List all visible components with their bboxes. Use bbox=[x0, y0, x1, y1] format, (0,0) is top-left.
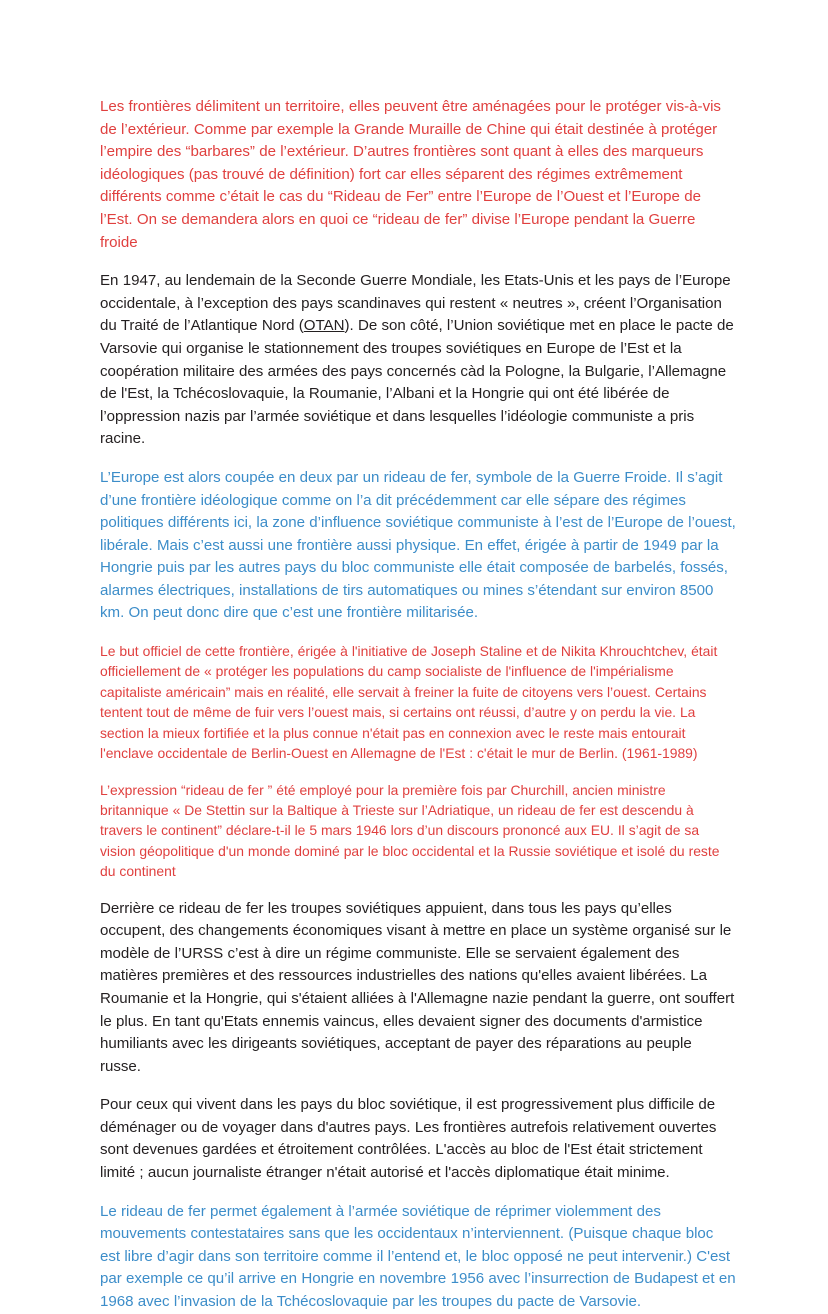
document-body bbox=[100, 96, 736, 1314]
paragraph-otan-text-before: En 1947, au lendemain de la Seconde Guerre Mondiale, les Etats-Unis et les pays de l’Europe occidentale, à l’exception des pays scandinaves qui restent « neutres », créent l’Organisation du Traité de l’Atlantique Nord ( bbox=[100, 272, 731, 335]
paragraph-europe-coupee: L’Europe est alors coupée en deux par un rideau de fer, symbole de la Guerre Froide. Il s’agit d’une frontière idéologique comme on l’a dit précédemment car elle sépare des régimes politiques différents ici, la zone d’influence soviétique communiste à l’est de l’Europe de l’ouest, libérale. Mais c’est aussi une frontière aussi physique. En effet, érigée à partir de 1949 par la Hongrie puis par les autres pays du bloc communiste elle était composée de barbelés, fossés, alarmes électriques, installations de tirs automatiques ou mines s’étendant sur environ 8500 km. On peut donc dire que c’est une frontière militarisée. bbox=[100, 468, 736, 622]
paragraph-otan-text-after: ). De son côté, l’Union soviétique met en place le pacte de Varsovie qui organise le stationnement des troupes soviétiques en Europe de l’Est et la coopération militaire des armées des pays concernés càd la Pologne, la Bulgarie, l’Allemagne de l'Est, la Tchécoslovaquie, la Roumanie, l’Albani et la Hongrie qui ont été libérée de l’oppression nazis par l’armée soviétique et dans lesquelles l’idéologie communiste a pris racine. bbox=[100, 317, 734, 448]
paragraph-but-officiel-mur-berlin: Le but officiel de cette frontière, érigée à l'initiative de Joseph Staline et de Nikita Khrouchtchev, était officiellement de « protéger les populations du camp socialiste de l'influence de l'impérialisme capitaliste américain” mais en réalité, elle servait à freiner la fuite de citoyens vers l’ouest. Certains tentent tout de même de fuir vers l’ouest mais, si certains ont réussi, d’autre y on perdu la vie. La section la mieux fortifiée et la plus connue n'était pas en connexion avec le reste mais entourait l'enclave occidentale de Berlin-Ouest en Allemagne de l'Est : c'était le mur de Berlin. (1961-1989) bbox=[100, 643, 718, 762]
paragraph-circulation-limitee: Pour ceux qui vivent dans les pays du bloc soviétique, il est progressivement plus difficile de déménager ou de voyager dans d'autres pays. Les frontières autrefois relativement ouvertes sont devenues gardées et étroitement contrôlées. L'accès au bloc de l'Est était strictement limité ; aucun journaliste étranger n'était autorisé et l'accès diplomatique était minime. bbox=[100, 1096, 717, 1182]
paragraph-otan-varsovie bbox=[100, 270, 736, 451]
paragraph-expression-churchill: L’expression “rideau de fer ” été employé pour la première fois par Churchill, ancien ministre britannique « De Stettin sur la Baltique à Trieste sur l’Adriatique, un rideau de fer est descendu à travers le continent” déclare-t-il le 5 mars 1946 lors d’un discours prononcé aux EU. Il s’agit de sa vision géopolitique d'un monde dominé par le bloc occidental et la Russie soviétique et isolé du reste du continent bbox=[100, 781, 720, 880]
paragraph-intro-frontieres: Les frontières délimitent un territoire, elles peuvent être aménagées pour le protéger vis-à-vis de l’extérieur. Comme par exemple la Grande Muraille de Chine qui était destinée à protéger l’empire des “barbares” de l’extérieur. D’autres frontières sont quant à elles des marqueurs idéologiques (pas trouvé de définition) fort car elles séparent des régimes extrêmement différents comme c’était le cas du “Rideau de Fer” entre l’Europe de l’Ouest et l’Europe de l’Est. On se demandera alors en quoi ce “rideau de fer” divise l’Europe pendant la Guerre froide bbox=[100, 98, 721, 251]
paragraph-repression-budapest-prague: Le rideau de fer permet également à l’armée soviétique de réprimer violemment des mouvements contestataires sans que les occidentaux n’interviennent. (Puisque chaque bloc est libre d’agir dans son territoire comme il l’entend et, le bloc opposé ne peut intervenir.) C'est par exemple ce qu’il arrive en Hongrie en novembre 1956 avec l’insurrection de Budapest et en 1968 avec l’invasion de la Tchécoslovaquie par les troupes du pacte de Varsovie. bbox=[100, 1202, 736, 1311]
otan-underlined-acronym: OTAN bbox=[303, 317, 345, 335]
paragraph-troupes-sovietiques: Derrière ce rideau de fer les troupes soviétiques appuient, dans tous les pays qu’elles occupent, des changements économiques visant à mettre en place un système organisé sur le modèle de l’URSS c’est à dire un régime communiste. Elle se servaient également des matières premières et des ressources industrielles des nations qu'elles avaient libérées. La Roumanie et la Hongrie, qui s'étaient alliées à l'Allemagne nazie pendant la guerre, ont souffert le plus. En tant qu'Etats ennemis vaincus, elles devaient signer des documents d'armistice humiliants avec les dirigeants soviétiques, acceptant de payer des réparations au peuple russe. bbox=[100, 899, 735, 1075]
